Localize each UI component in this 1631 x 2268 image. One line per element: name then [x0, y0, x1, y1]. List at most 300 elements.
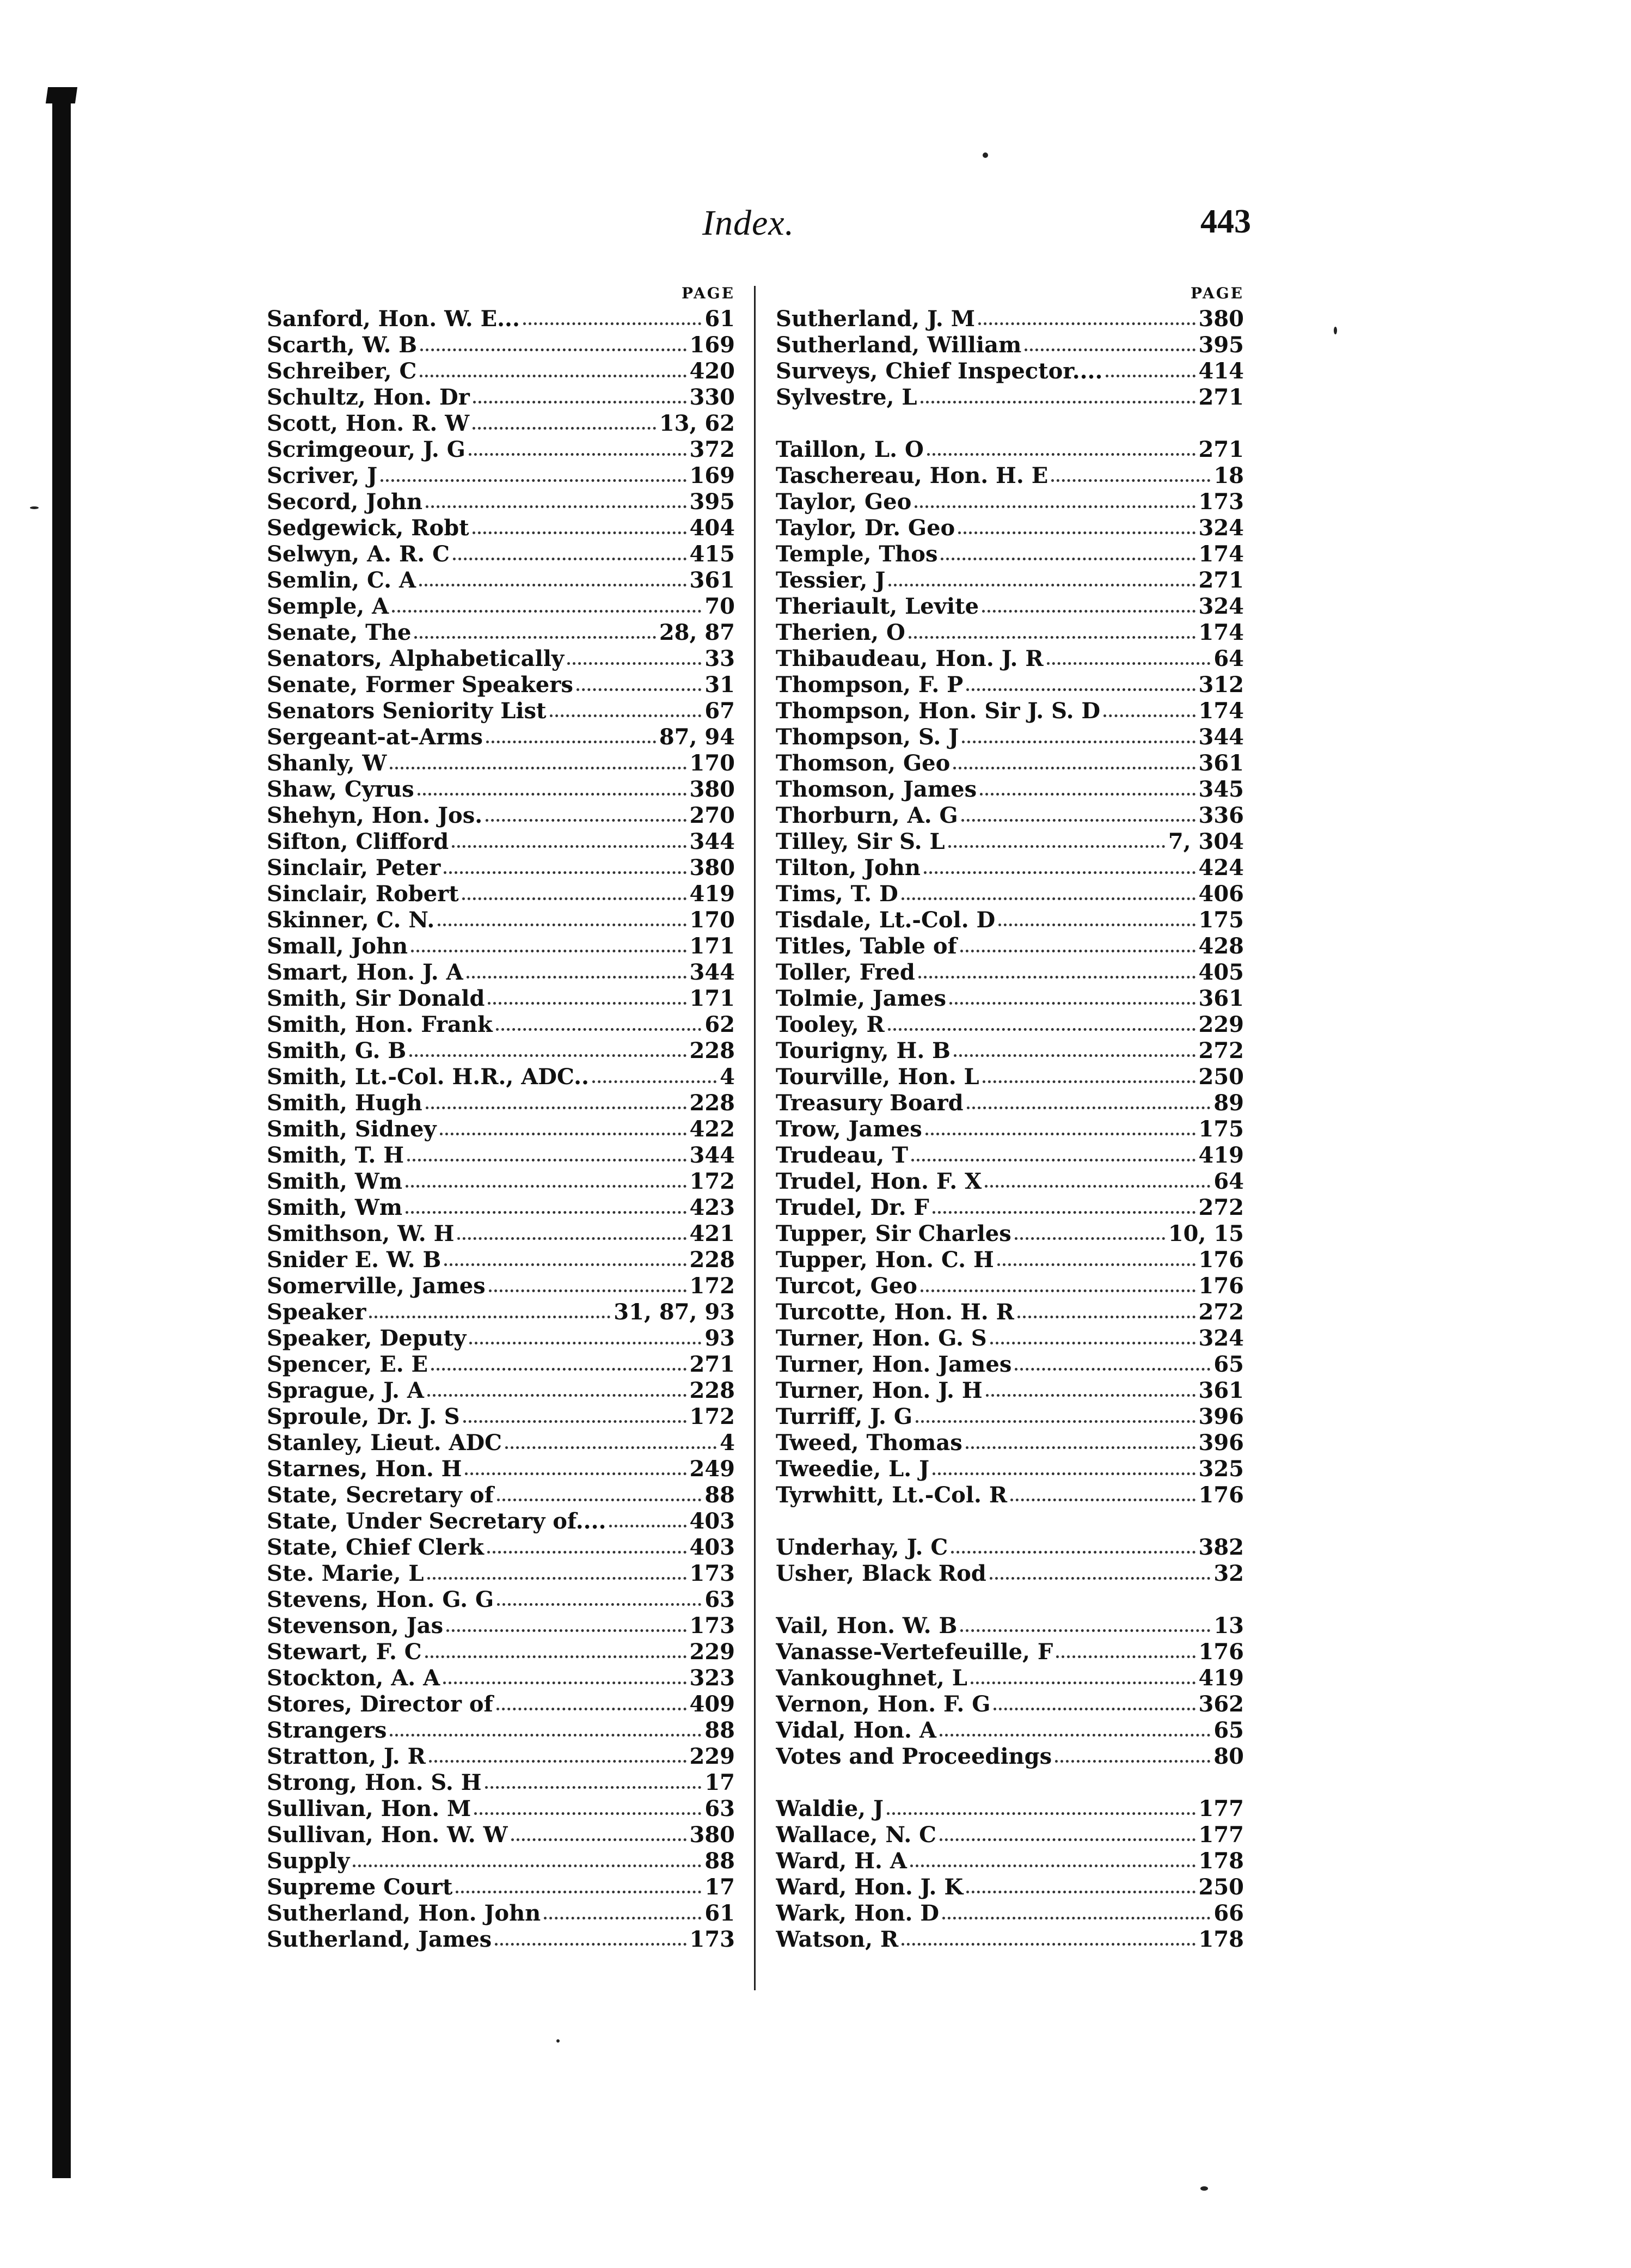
- index-entry: [267, 1691, 735, 1717]
- entry-page: 93: [704, 1325, 735, 1351]
- entry-name: Scott, Hon. R. W: [267, 411, 470, 436]
- entry-page: 395: [1198, 332, 1244, 358]
- entry-name: Trow, James: [776, 1116, 922, 1142]
- index-entry: [267, 829, 735, 855]
- entry-name: Sinclair, Robert: [267, 881, 459, 907]
- entry-page: 423: [689, 1195, 735, 1220]
- entry-page: 345: [1198, 777, 1244, 802]
- dot-leader: [465, 1472, 686, 1475]
- entry-name: Thomson, James: [776, 777, 977, 802]
- entry-name: Tooley, R: [776, 1012, 885, 1037]
- index-entry: [267, 646, 735, 672]
- entry-page: 323: [689, 1665, 735, 1691]
- entry-page: 10, 15: [1168, 1221, 1244, 1246]
- dot-leader: [419, 584, 686, 586]
- index-entry: [776, 959, 1244, 986]
- index-entry: [267, 1900, 735, 1927]
- entry-name: Thibaudeau, Hon. J. R: [776, 646, 1044, 671]
- index-entry: [776, 463, 1244, 489]
- entry-page: 324: [1198, 1325, 1244, 1351]
- entry-name: Turner, Hon. James: [776, 1352, 1012, 1377]
- index-entry: [776, 777, 1244, 803]
- page-binding-edge: [52, 93, 71, 2178]
- entry-page: 324: [1198, 594, 1244, 619]
- dot-leader: [990, 1342, 1195, 1344]
- index-entry: [267, 1404, 735, 1430]
- letter-group-gap: [776, 1770, 1244, 1796]
- dot-leader: [954, 1054, 1195, 1057]
- index-entry: [776, 332, 1244, 358]
- entry-name: Sullivan, Hon. M: [267, 1796, 471, 1821]
- entry-page: 64: [1213, 1169, 1244, 1194]
- entry-name: Senators, Alphabetically: [267, 646, 565, 671]
- index-entry: [776, 1613, 1244, 1639]
- dot-leader: [1025, 349, 1195, 351]
- entry-page: 380: [689, 855, 735, 881]
- entry-page: 62: [704, 1012, 735, 1037]
- entry-page: 67: [704, 698, 735, 724]
- index-entry: [776, 1038, 1244, 1064]
- entry-name: Vankoughnet, L: [776, 1665, 967, 1691]
- entry-name: Smith, G. B: [267, 1038, 407, 1063]
- index-entry: [267, 750, 735, 777]
- entry-name: Speaker: [267, 1299, 366, 1325]
- index-entry: [267, 1273, 735, 1299]
- index-entry: [776, 855, 1244, 881]
- index-entry: [776, 1142, 1244, 1169]
- entry-name: Sinclair, Peter: [267, 855, 441, 881]
- entry-page: 169: [689, 332, 735, 358]
- index-entry: [776, 541, 1244, 567]
- index-entry: [267, 1639, 735, 1665]
- entry-page: 271: [1198, 384, 1244, 410]
- running-title: Index.: [702, 203, 795, 243]
- letter-group-gap: [776, 1508, 1244, 1535]
- entry-page: 172: [689, 1273, 735, 1299]
- entry-name: Stores, Director of: [267, 1691, 493, 1717]
- index-entry: [776, 1639, 1244, 1665]
- entry-name: Stratton, J. R: [267, 1744, 426, 1769]
- dot-leader: [473, 427, 656, 430]
- index-entry: [776, 1665, 1244, 1691]
- index-entry: [267, 489, 735, 515]
- dot-leader: [443, 1682, 686, 1684]
- dot-leader: [438, 924, 686, 926]
- print-speck: [1334, 327, 1337, 334]
- entry-page: 80: [1213, 1744, 1244, 1769]
- entry-page: 177: [1198, 1822, 1244, 1848]
- dot-leader: [933, 1472, 1195, 1475]
- index-entry: [267, 1482, 735, 1508]
- column-divider: [754, 286, 756, 1990]
- column-header-page: PAGE: [1191, 284, 1244, 302]
- index-entry: [267, 1717, 735, 1744]
- dot-leader: [1047, 662, 1211, 665]
- index-entry: [776, 1325, 1244, 1352]
- entry-name: Smart, Hon. J. A: [267, 959, 463, 985]
- entry-page: 4: [720, 1064, 735, 1090]
- dot-leader: [888, 1028, 1195, 1031]
- index-entry: [776, 1848, 1244, 1874]
- dot-leader: [467, 976, 686, 979]
- entry-name: Shaw, Cyrus: [267, 777, 414, 802]
- index-entry: [776, 358, 1244, 384]
- entry-name: Sprague, J. A: [267, 1378, 424, 1403]
- entry-name: Turcot, Geo: [776, 1273, 917, 1299]
- entry-page: 65: [1213, 1352, 1244, 1377]
- index-entry: [267, 855, 735, 881]
- dot-leader: [911, 1159, 1195, 1161]
- entry-name: Thompson, Hon. Sir J. S. D: [776, 698, 1101, 724]
- entry-page: 271: [1198, 567, 1244, 593]
- entry-page: 173: [689, 1613, 735, 1639]
- dot-leader: [1055, 1760, 1210, 1763]
- index-entry: [267, 1169, 735, 1195]
- entry-page: 415: [689, 541, 735, 567]
- entry-name: Snider E. W. B: [267, 1247, 442, 1273]
- entry-page: 174: [1198, 620, 1244, 645]
- index-entry: [267, 1456, 735, 1482]
- dot-leader: [940, 1734, 1210, 1737]
- entry-name: Tyrwhitt, Lt.-Col. R: [776, 1482, 1008, 1508]
- index-entry: [267, 620, 735, 646]
- entry-name: State, Under Secretary of....: [267, 1508, 606, 1534]
- entry-page: 421: [689, 1221, 735, 1246]
- entry-page: 271: [1198, 437, 1244, 462]
- entry-page: 312: [1198, 672, 1244, 698]
- index-entry: [267, 358, 735, 384]
- entry-page: 362: [1198, 1691, 1244, 1717]
- entry-name: Thorburn, A. G: [776, 803, 958, 828]
- entry-page: 380: [1198, 306, 1244, 332]
- entry-name: Sifton, Clifford: [267, 829, 449, 854]
- entry-page: 176: [1198, 1482, 1244, 1508]
- entry-page: 229: [1198, 1012, 1244, 1037]
- index-entry: [267, 1561, 735, 1587]
- index-entry: [776, 1691, 1244, 1717]
- index-entry: [776, 1116, 1244, 1142]
- index-entry: [267, 515, 735, 541]
- entry-page: 428: [1198, 933, 1244, 959]
- entry-name: Secord, John: [267, 489, 423, 515]
- dot-leader: [407, 1159, 686, 1161]
- entry-name: Smith, Hon. Frank: [267, 1012, 493, 1037]
- entry-page: 176: [1198, 1639, 1244, 1665]
- index-entry: [776, 384, 1244, 411]
- entry-page: 361: [1198, 986, 1244, 1011]
- dot-leader: [997, 1263, 1195, 1266]
- entry-name: Somerville, James: [267, 1273, 486, 1299]
- index-entry: [267, 907, 735, 933]
- entry-page: 344: [689, 1142, 735, 1168]
- entry-page: 229: [689, 1744, 735, 1769]
- dot-leader: [961, 819, 1195, 822]
- entry-page: 380: [689, 1822, 735, 1848]
- entry-page: 7, 304: [1168, 829, 1244, 854]
- entry-page: 272: [1198, 1299, 1244, 1325]
- index-entry: [776, 1404, 1244, 1430]
- entry-name: Strangers: [267, 1717, 387, 1743]
- index-entry: [267, 1221, 735, 1247]
- dot-leader: [456, 1891, 701, 1893]
- dot-leader: [474, 1812, 701, 1815]
- index-entry: [267, 933, 735, 959]
- entry-name: Tessier, J: [776, 567, 886, 593]
- entry-page: 395: [689, 489, 735, 515]
- entry-page: 177: [1198, 1796, 1244, 1821]
- entry-name: Sutherland, William: [776, 332, 1022, 358]
- index-entry: [267, 567, 735, 594]
- dot-leader: [511, 1838, 686, 1841]
- dot-leader: [495, 1943, 686, 1946]
- entry-page: 66: [1213, 1900, 1244, 1926]
- entry-page: 361: [689, 567, 735, 593]
- dot-leader: [924, 871, 1195, 874]
- entry-name: Trudel, Dr. F: [776, 1195, 929, 1220]
- entry-page: 173: [1198, 489, 1244, 515]
- index-entry: [267, 411, 735, 437]
- entry-name: Turriff, J. G: [776, 1404, 913, 1429]
- entry-name: Senators Seniority List: [267, 698, 547, 724]
- entry-page: 64: [1213, 646, 1244, 671]
- entry-page: 175: [1198, 907, 1244, 933]
- index-entry: [267, 986, 735, 1012]
- entry-page: 250: [1198, 1064, 1244, 1090]
- index-entry: [776, 489, 1244, 515]
- dot-leader: [420, 375, 686, 377]
- entry-name: Selwyn, A. R. C: [267, 541, 450, 567]
- index-entry: [776, 881, 1244, 907]
- entry-page: 171: [689, 933, 735, 959]
- entry-name: Smith, Sir Donald: [267, 986, 485, 1011]
- entry-page: 228: [689, 1247, 735, 1273]
- entry-page: 396: [1198, 1404, 1244, 1429]
- entry-name: Sergeant-at-Arms: [267, 724, 483, 750]
- entry-page: 170: [689, 907, 735, 933]
- entry-name: Stanley, Lieut. ADC: [267, 1430, 502, 1456]
- column-header-page: PAGE: [682, 284, 735, 302]
- entry-name: Tims, T. D: [776, 881, 898, 907]
- dot-leader: [921, 401, 1195, 404]
- dot-leader: [425, 1655, 686, 1658]
- entry-page: 169: [689, 463, 735, 488]
- index-entry: [776, 1352, 1244, 1378]
- dot-leader: [940, 1838, 1195, 1841]
- entry-name: Thomson, Geo: [776, 750, 951, 776]
- dot-leader: [418, 793, 686, 796]
- entry-name: Tourigny, H. B: [776, 1038, 951, 1063]
- index-entry: [267, 384, 735, 411]
- dot-leader: [921, 1289, 1195, 1292]
- dot-leader: [427, 1577, 686, 1580]
- dot-leader: [577, 688, 701, 691]
- dot-leader: [409, 1054, 686, 1057]
- entry-name: Scriver, J: [267, 463, 378, 488]
- dot-leader: [986, 1394, 1195, 1397]
- index-entry: [267, 306, 735, 332]
- entry-page: 176: [1198, 1247, 1244, 1273]
- entry-name: State, Chief Clerk: [267, 1535, 485, 1560]
- index-entry: [776, 986, 1244, 1012]
- entry-page: 272: [1198, 1038, 1244, 1063]
- entry-name: Tupper, Sir Charles: [776, 1221, 1011, 1246]
- entry-page: 414: [1198, 358, 1244, 384]
- index-entry: [267, 1822, 735, 1848]
- index-column-left: [267, 284, 735, 1953]
- entry-name: Sullivan, Hon. W. W: [267, 1822, 508, 1848]
- entry-name: Strong, Hon. S. H: [267, 1770, 482, 1795]
- index-entry: [776, 1169, 1244, 1195]
- index-entry: [267, 1508, 735, 1535]
- entry-name: Smith, Wm: [267, 1195, 403, 1220]
- index-entry: [776, 1299, 1244, 1325]
- dot-leader: [497, 1499, 702, 1501]
- dot-leader: [1051, 479, 1210, 482]
- entry-name: Thompson, S. J: [776, 724, 959, 750]
- entry-name: Semlin, C. A: [267, 567, 416, 593]
- dot-leader: [469, 1342, 701, 1344]
- dot-leader: [473, 531, 686, 534]
- entry-page: 89: [1213, 1090, 1244, 1116]
- entry-page: 88: [704, 1482, 735, 1508]
- entry-page: 361: [1198, 750, 1244, 776]
- entry-name: Supply: [267, 1848, 350, 1874]
- entry-name: Ste. Marie, L: [267, 1561, 424, 1586]
- entry-page: 13, 62: [659, 411, 735, 436]
- entry-name: Wallace, N. C: [776, 1822, 937, 1848]
- dot-leader: [440, 1133, 686, 1135]
- index-entry: [776, 646, 1244, 672]
- index-entry: [776, 1430, 1244, 1456]
- entry-page: 17: [704, 1770, 735, 1795]
- index-entry: [267, 881, 735, 907]
- entry-page: 61: [704, 306, 735, 332]
- dot-leader: [469, 453, 686, 456]
- index-entry: [267, 1142, 735, 1169]
- entry-name: Theriault, Levite: [776, 594, 979, 619]
- index-entry: [267, 1744, 735, 1770]
- index-entry: [267, 1012, 735, 1038]
- entry-page: 31: [704, 672, 735, 698]
- entry-name: Taylor, Geo: [776, 489, 912, 515]
- dot-leader: [390, 767, 686, 769]
- dot-leader: [960, 1629, 1210, 1632]
- dot-leader: [1106, 375, 1195, 377]
- dot-leader: [486, 741, 656, 743]
- entry-name: Scarth, W. B: [267, 332, 417, 358]
- index-entry: [776, 1247, 1244, 1273]
- dot-leader: [392, 610, 701, 613]
- entry-page: 361: [1198, 1378, 1244, 1403]
- entry-name: Stewart, F. C: [267, 1639, 422, 1665]
- index-entry: [776, 1822, 1244, 1848]
- index-entry: [776, 1064, 1244, 1090]
- dot-leader: [550, 714, 702, 717]
- entry-page: 372: [689, 437, 735, 462]
- print-speck: [983, 152, 988, 158]
- dot-leader: [1056, 1655, 1195, 1658]
- entry-name: Senate, Former Speakers: [267, 672, 573, 698]
- index-entry: [267, 959, 735, 986]
- index-entry: [776, 829, 1244, 855]
- entry-page: 171: [689, 986, 735, 1011]
- entry-name: Sutherland, James: [267, 1927, 492, 1952]
- entry-page: 250: [1198, 1874, 1244, 1900]
- entry-page: 422: [689, 1116, 735, 1142]
- entry-name: Trudeau, T: [776, 1142, 909, 1168]
- dot-leader: [420, 349, 686, 351]
- dot-leader: [1103, 714, 1195, 717]
- entry-name: Schreiber, C: [267, 358, 417, 384]
- index-entry: [776, 672, 1244, 698]
- entry-name: Turner, Hon. G. S: [776, 1325, 987, 1351]
- entry-page: 419: [1198, 1142, 1244, 1168]
- entry-page: 396: [1198, 1430, 1244, 1456]
- entry-name: Senate, The: [267, 620, 412, 645]
- dot-leader: [485, 1786, 702, 1789]
- index-entry: [776, 1717, 1244, 1744]
- letter-group-gap: [776, 411, 1244, 437]
- entry-page: 228: [689, 1038, 735, 1063]
- entry-name: Sproule, Dr. J. S: [267, 1404, 460, 1429]
- index-entry: [776, 1874, 1244, 1900]
- entry-page: 270: [689, 803, 735, 828]
- dot-leader: [457, 1237, 686, 1240]
- entry-page: 18: [1213, 463, 1244, 488]
- print-speck: [30, 506, 39, 509]
- entry-name: Tourville, Hon. L: [776, 1064, 979, 1090]
- dot-leader: [953, 767, 1195, 769]
- dot-leader: [978, 322, 1195, 325]
- dot-leader: [902, 1943, 1195, 1946]
- dot-leader: [523, 322, 701, 325]
- entry-page: 175: [1198, 1116, 1244, 1142]
- entry-name: Temple, Thos: [776, 541, 938, 567]
- dot-leader: [431, 1368, 686, 1371]
- dot-leader: [985, 1185, 1210, 1188]
- entry-page: 65: [1213, 1717, 1244, 1743]
- dot-leader: [951, 1551, 1195, 1554]
- entry-name: Tweed, Thomas: [776, 1430, 962, 1456]
- entry-page: 336: [1198, 803, 1244, 828]
- index-entry: [267, 1325, 735, 1352]
- entry-name: Vidal, Hon. A: [776, 1717, 936, 1743]
- index-entry: [776, 750, 1244, 777]
- index-entry: [267, 463, 735, 489]
- index-entry: [267, 777, 735, 803]
- index-entry: [776, 437, 1244, 463]
- entry-name: Supreme Court: [267, 1874, 453, 1900]
- entry-page: 228: [689, 1090, 735, 1116]
- dot-leader: [427, 1394, 686, 1397]
- dot-leader: [998, 924, 1195, 926]
- dot-leader: [488, 1002, 686, 1005]
- index-entry: [776, 1273, 1244, 1299]
- index-entry: [776, 1012, 1244, 1038]
- entry-name: Smith, Lt.-Col. H.R., ADC..: [267, 1064, 589, 1090]
- dot-leader: [505, 1446, 716, 1449]
- entry-name: Skinner, C. N.: [267, 907, 435, 933]
- entry-page: 172: [689, 1404, 735, 1429]
- index-entry: [776, 933, 1244, 959]
- entry-page: 63: [704, 1796, 735, 1821]
- dot-leader: [933, 1211, 1195, 1214]
- entry-page: 403: [689, 1535, 735, 1560]
- dot-leader: [1015, 1237, 1165, 1240]
- index-entry: [267, 1378, 735, 1404]
- index-entry: [267, 1430, 735, 1456]
- entry-name: Tilley, Sir S. L: [776, 829, 945, 854]
